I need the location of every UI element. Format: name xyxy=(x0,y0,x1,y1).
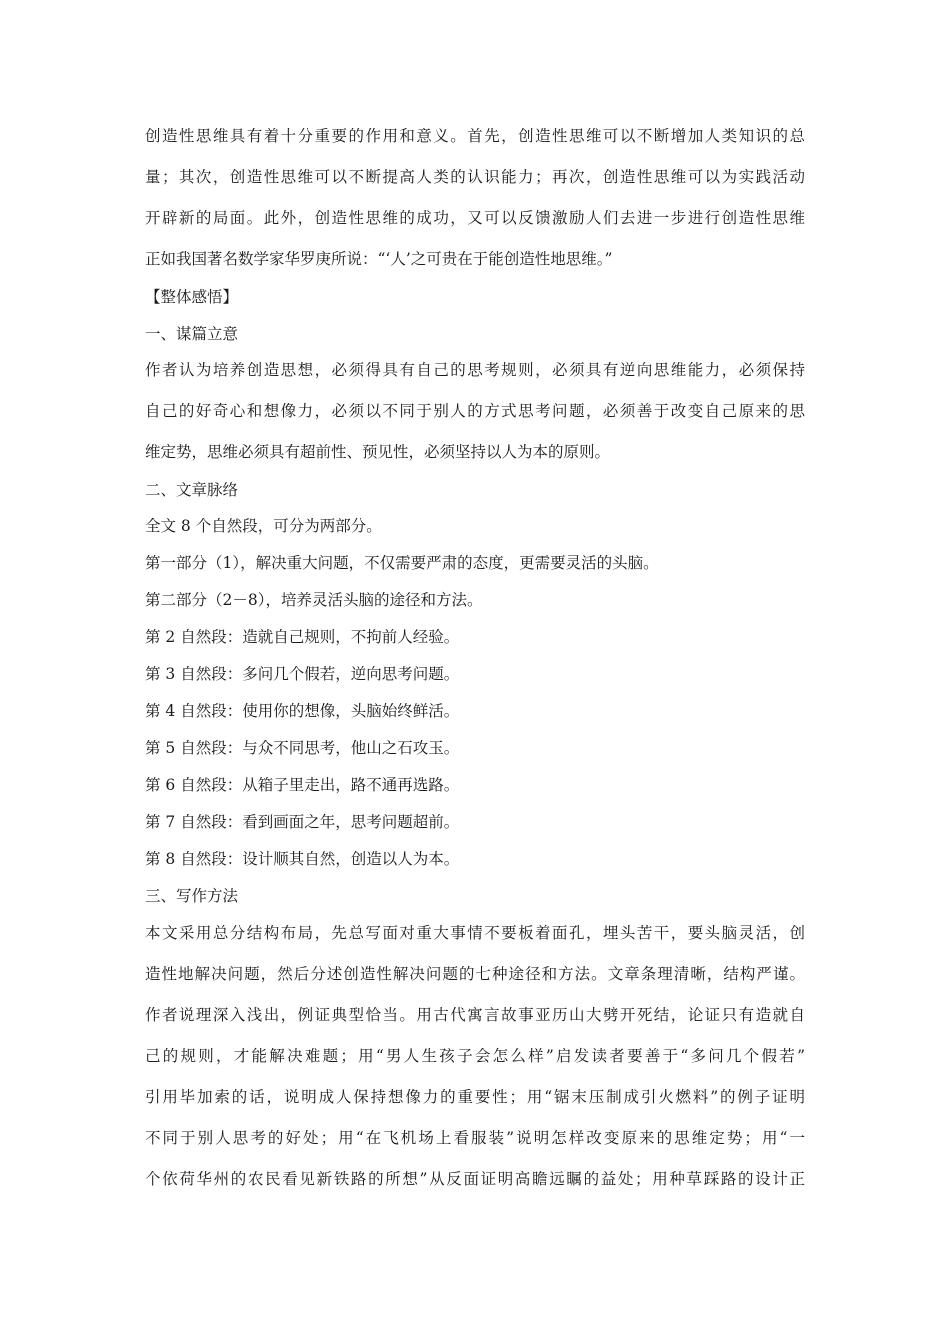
body-line-22: 本文采用总分结构布局，先总写面对重大事情不要板着面孔，埋头苦干，要头脑灵活，创 xyxy=(145,924,805,942)
body-line-11: 全文 8 个自然段，可分为两部分。 xyxy=(145,517,382,535)
subheading-theme: 一、谋篇立意 xyxy=(145,325,239,343)
body-line-28: 个依荷华州的农民看见新铁路的所想”从反面证明高瞻远瞩的益处；用种草踩路的设计正 xyxy=(145,1170,805,1188)
body-line-27: 不同于别人思考的好处；用“在飞机场上看服装”说明怎样改变原来的思维定势；用“一 xyxy=(145,1129,805,1147)
body-line-23: 造性地解决问题，然后分述创造性解决问题的七种途径和方法。文章条理清晰，结构严谨。 xyxy=(145,965,805,983)
body-line-2: 量；其次，创造性思维可以不断提高人类的认识能力；再次，创造性思维可以为实践活动 xyxy=(145,168,805,186)
subheading-writing-method: 三、写作方法 xyxy=(145,887,239,905)
section-heading-overall: 【整体感悟】 xyxy=(145,288,239,306)
paragraph-item-7: 第 7 自然段：看到画面之年，思考问题超前。 xyxy=(145,813,460,831)
subheading-structure: 二、文章脉络 xyxy=(145,481,239,499)
body-line-12: 第一部分（1），解决重大问题，不仅需要严肃的态度，更需要灵活的头脑。 xyxy=(145,554,659,572)
body-line-24: 作者说理深入浅出，例证典型恰当。用古代寓言故事亚历山大劈开死结，论证只有造就自 xyxy=(145,1006,805,1024)
paragraph-item-8: 第 8 自然段：设计顺其自然，创造以人为本。 xyxy=(145,850,460,868)
body-line-26: 引用毕加索的话，说明成人保持想像力的重要性；用“锯末压制成引火燃料”的例子证明 xyxy=(145,1088,805,1106)
body-line-1: 创造性思维具有着十分重要的作用和意义。首先，创造性思维可以不断增加人类知识的总 xyxy=(145,127,805,145)
paragraph-item-5: 第 5 自然段：与众不同思考，他山之石攻玉。 xyxy=(145,739,460,757)
body-line-3: 开辟新的局面。此外，创造性思维的成功，又可以反馈激励人们去进一步进行创造性思维 xyxy=(145,209,805,227)
body-line-25: 己的规则，才能解决难题；用“男人生孩子会怎么样”启发读者要善于“多问几个假若” xyxy=(145,1047,805,1065)
paragraph-item-4: 第 4 自然段：使用你的想像，头脑始终鲜活。 xyxy=(145,702,460,720)
paragraph-item-6: 第 6 自然段：从箱子里走出，路不通再选路。 xyxy=(145,776,460,794)
body-line-8: 自己的好奇心和想像力，必须以不同于别人的方式思考问题，必须善于改变自己原来的思 xyxy=(145,402,805,420)
body-line-4: 正如我国著名数学家华罗庚所说：“‘人’之可贵在于能创造性地思维。” xyxy=(145,250,613,268)
body-line-7: 作者认为培养创造思想，必须得具有自己的思考规则，必须具有逆向思维能力，必须保持 xyxy=(145,361,805,379)
body-line-13: 第二部分（2－8），培养灵活头脑的途径和方法。 xyxy=(145,591,483,609)
paragraph-item-3: 第 3 自然段：多问几个假若，逆向思考问题。 xyxy=(145,665,460,683)
paragraph-item-2: 第 2 自然段：造就自己规则，不拘前人经验。 xyxy=(145,628,460,646)
body-line-9: 维定势，思维必须具有超前性、预见性，必须坚持以人为本的原则。 xyxy=(145,443,611,461)
